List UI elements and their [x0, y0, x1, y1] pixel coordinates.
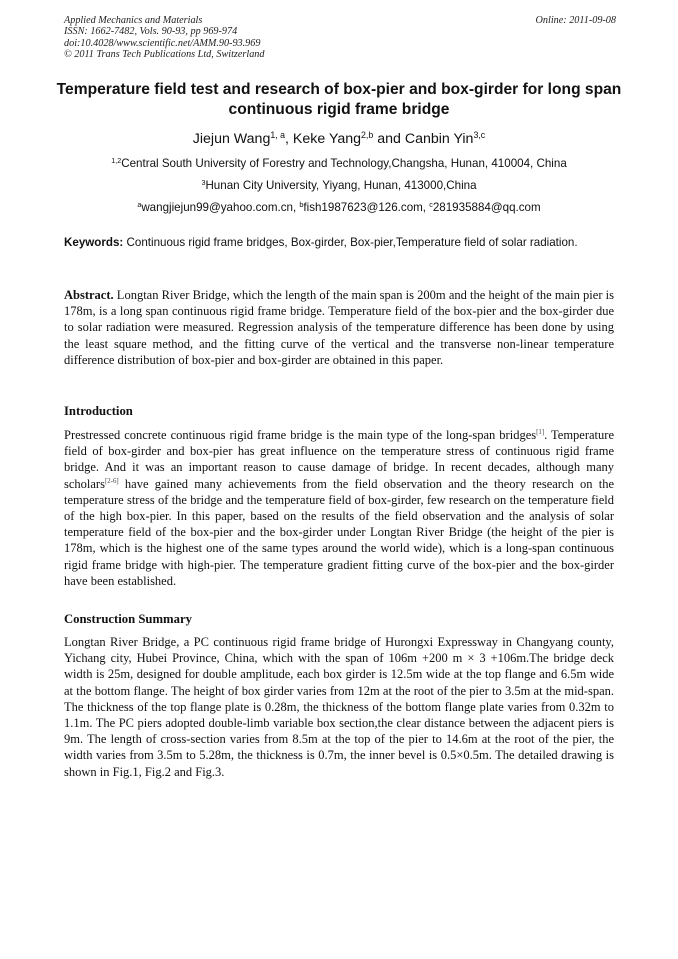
journal-issn: ISSN: 1662-7482, Vols. 90-93, pp 969-974 — [64, 26, 238, 38]
construction-heading: Construction Summary — [64, 612, 192, 626]
citation-ref: [2-6] — [104, 477, 119, 485]
author-separator: , — [285, 131, 293, 147]
affiliation-superscript: 3 — [201, 178, 206, 188]
author-separator: and — [373, 131, 405, 147]
affiliation-2 — [40, 178, 638, 193]
author-name: Keke Yang — [292, 131, 362, 147]
paper-title: Temperature field test and research of box-pier and box-girder for long span continuous rigid frame bridge — [56, 81, 622, 118]
intro-text: Prestressed concrete continuous rigid frame bridge is the main type of the long-span bridges — [64, 428, 537, 442]
abstract-block — [64, 287, 614, 368]
author-superscript: 3,c — [473, 130, 486, 141]
introduction-paragraph — [64, 427, 614, 589]
email-superscript: c — [429, 200, 433, 210]
online-date: Online: 2011-09-08 — [535, 15, 616, 26]
email-superscript: b — [299, 200, 304, 210]
affiliation-1 — [40, 156, 638, 171]
author-list — [40, 130, 638, 148]
email-address: wangjiejun99@yahoo.com.cn, — [141, 201, 300, 214]
email-list — [40, 200, 638, 215]
keywords-label: Keywords: — [64, 236, 124, 249]
journal-doi: doi:10.4028/www.scientific.net/AMM.90-93.969 — [64, 37, 261, 49]
journal-copyright: © 2011 Trans Tech Publications Ltd, Switzerland — [64, 49, 265, 61]
affiliation-text: Hunan City University, Yiyang, Hunan, 413000,China — [205, 179, 477, 192]
keywords-block — [64, 235, 614, 250]
abstract-label: Abstract. — [64, 288, 114, 302]
journal-name: Applied Mechanics and Materials — [64, 15, 203, 26]
keywords-text: Continuous rigid frame bridges, Box-girder, Box-pier,Temperature field of solar radiation. — [123, 236, 578, 249]
intro-text: . Temperature field of box-girder and box-pier has great influence on the temperature stress of continuous rigid frame bridge. And it was an important reason to cause damage of bridge. In recent decades, although many scholars — [64, 428, 614, 491]
citation-ref: [1] — [536, 429, 545, 437]
affiliation-text: Central South University of Forestry and Technology,Changsha, Hunan, 410004, China — [121, 157, 567, 170]
intro-text: have gained many achievements from the field observation and the theory research on the temperature stress of the bridge and the temperature field of box-girder, few research on the temperature field of the high box-pier. In this paper, based on the results of the field observation and the analysis of solar temperature field of the box-pier and the box-girder under Longtan River Bridge (the height of the pier is 178m, which is the highest one of the same types around the world wide), which is a long-span continuous rigid frame bridge with high-pier. The temperature gradient fitting curve of the box-pier and the box-girder have been established. — [64, 476, 614, 588]
introduction-heading: Introduction — [64, 404, 133, 418]
email-address: fish1987623@126.com, — [303, 201, 430, 214]
author-name: Canbin Yin — [404, 131, 474, 147]
author-superscript: 2,b — [361, 130, 374, 141]
construction-paragraph: Longtan River Bridge, a PC continuous rigid frame bridge of Hurongxi Expressway in Changyang county, Yichang city, Hubei Province, China, which with the span of 106m +200 m × 3 +106m.The bridge deck width is 25m, designed for double amplitude, each box girder is 12.5m wide at the top flange and 6.5m wide at the bottom flange. The height of box girder varies from 12m at the root of the pier to 3.5m at the mid-span. The thickness of the top flange plate is 0.28m, the thickness of the bottom flange plate varies from 0.32m to 1.1m. The PC piers adopted double-limb variable box section,the clear distance between the adjacent piers is 9m. The length of cross-section varies from 8.5m at the top of the pier to 14.6m at the root of the pier, the width varies from 3.5m to 5.28m, the thickness is 0.7m, the inner bevel is 0.5×0.5m. The detailed drawing is shown in Fig.1, Fig.2 and Fig.3. — [64, 635, 614, 779]
email-address: 281935884@qq.com — [432, 201, 541, 214]
author-superscript: 1, a — [270, 130, 286, 141]
email-superscript: a — [137, 200, 142, 210]
abstract-text: Longtan River Bridge, which the length of the main span is 200m and the height of the main pier is 178m, is a long span continuous rigid frame bridge. Temperature field of the box-pier and the box-girder due to solar radiation were measured. Regression analysis of the temperature difference has been done by using the least square method, and the fitting curve of the vertical and the transverse non-linear temperature difference distribution of box-pier and box-girder are obtained in this paper. — [64, 288, 614, 367]
author-name: Jiejun Wang — [192, 131, 271, 147]
journal-header — [64, 15, 616, 61]
affiliation-superscript: 1,2 — [111, 156, 122, 166]
